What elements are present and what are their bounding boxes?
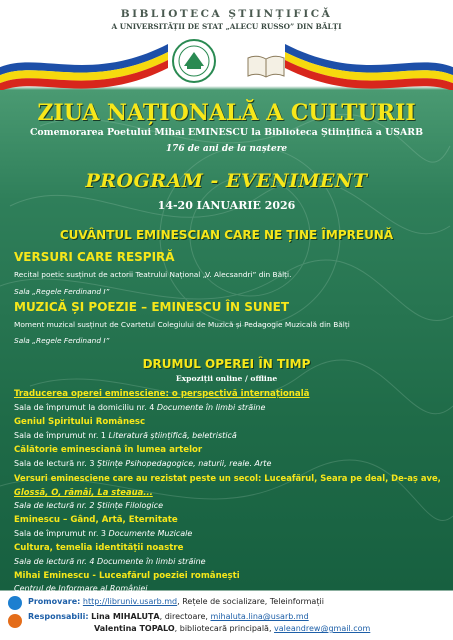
exhibit6-place: Sala de lectură nr. 4 Documente în limbi străine: [14, 557, 206, 566]
email-link-1[interactable]: mihaluta.lina@usarb.md: [210, 612, 309, 621]
exhibit5-title: Eminescu – Gând, Artă, Eternitate: [14, 515, 178, 525]
open-book-icon: [246, 52, 286, 80]
event2-title: MUZICĂ ȘI POEZIE – EMINESCU ÎN SUNET: [14, 300, 290, 314]
library-name: BIBLIOTECA ȘTIINȚIFICĂ: [120, 8, 333, 20]
exhibit7-title: Mihai Eminescu - Luceafărul poeziei românești: [14, 571, 240, 581]
promotion-line: Promovare: http://libruniv.usarb.md, Rețele de socializare, Teleinformații: [28, 597, 324, 606]
exhibit3-place: Sala de lectură nr. 3 Științe Psihopedagogice, naturii, reale. Arte: [14, 459, 272, 468]
section1-heading: CUVÂNTUL EMINESCIAN CARE NE ȚINE ÎMPREUNĂ: [59, 228, 394, 242]
exhibit5-place: Sala de împrumut nr. 3 Documente Muzicale: [14, 529, 193, 538]
email-link-2[interactable]: valeandrew@gmail.com: [274, 624, 371, 633]
subtitle: Comemorarea Poetului Mihai EMINESCU la Biblioteca Științifică a USARB: [29, 127, 424, 138]
section2-heading: DRUMUL OPEREI ÎN TIMP: [142, 357, 311, 371]
anniversary: 176 de ani de la naștere: [165, 144, 288, 154]
exhibit4-title-cont: Glossă, O, rămâi, La steaua...: [14, 487, 153, 497]
university-logo: [170, 38, 218, 84]
event1-venue: Sala „Regele Ferdinand I”: [14, 287, 110, 296]
event1-title: VERSURI CARE RESPIRĂ: [14, 250, 175, 264]
responsible-line2: Valentina TOPALO, bibliotecară principală, valeandrew@gmail.com: [94, 624, 371, 633]
contact-icon: [8, 614, 22, 628]
promo-link[interactable]: http://libruniv.usarb.md: [82, 597, 178, 606]
exhibit4-place: Sala de lectură nr. 2 Științe Filologice: [14, 501, 164, 510]
exhibit7-place: Centrul de Informare al României: [14, 584, 148, 593]
exhibit1-title: Traducerea operei eminesciene: o perspectivă internațională: [14, 389, 310, 399]
exhibit3-title: Călătorie eminesciană în lumea artelor: [14, 445, 203, 455]
event1-desc: Recital poetic susținut de actorii Teatrului Național „V. Alecsandri” din Bălți.: [14, 270, 292, 279]
university-name: A UNIVERSITĂȚII DE STAT „ALECU RUSSO” DIN BĂLȚI: [111, 22, 342, 31]
event-dates: 14-20 IANUARIE 2026: [157, 199, 296, 212]
event2-desc: Moment muzical susținut de Cvartetul Colegiului de Muzică și Pedagogie Muzicală din Bălți: [14, 320, 350, 329]
event2-venue: Sala „Regele Ferdinand I”: [14, 336, 110, 345]
responsible-line1: Responsabili: Lina MIHALUȚA, directoare, mihaluta.lina@usarb.md: [28, 612, 309, 621]
exhibit4-title: Versuri eminesciene care au rezistat peste un secol: Luceafărul, Seara pe deal, De-aș ave,: [14, 473, 441, 483]
program-heading: PROGRAM - EVENIMENT: [85, 170, 368, 192]
exhibit6-title: Cultura, temelia identității noastre: [14, 543, 184, 553]
tricolor-ribbon-left: [0, 30, 168, 90]
page-title: ZIUA NAȚIONALĂ A CULTURII: [37, 100, 416, 126]
exhibit1-place: Sala de împrumut la domiciliu nr. 4 Documente în limbi străine: [14, 403, 266, 412]
exhibit2-place: Sala de împrumut nr. 1 Literatură științifică, beletristică: [14, 431, 237, 440]
section2-sub: Expoziții online / offline: [175, 374, 278, 383]
share-icon: [8, 596, 22, 610]
exhibit2-title: Geniul Spiritului Românesc: [14, 417, 146, 427]
tricolor-ribbon-right: [285, 30, 453, 90]
